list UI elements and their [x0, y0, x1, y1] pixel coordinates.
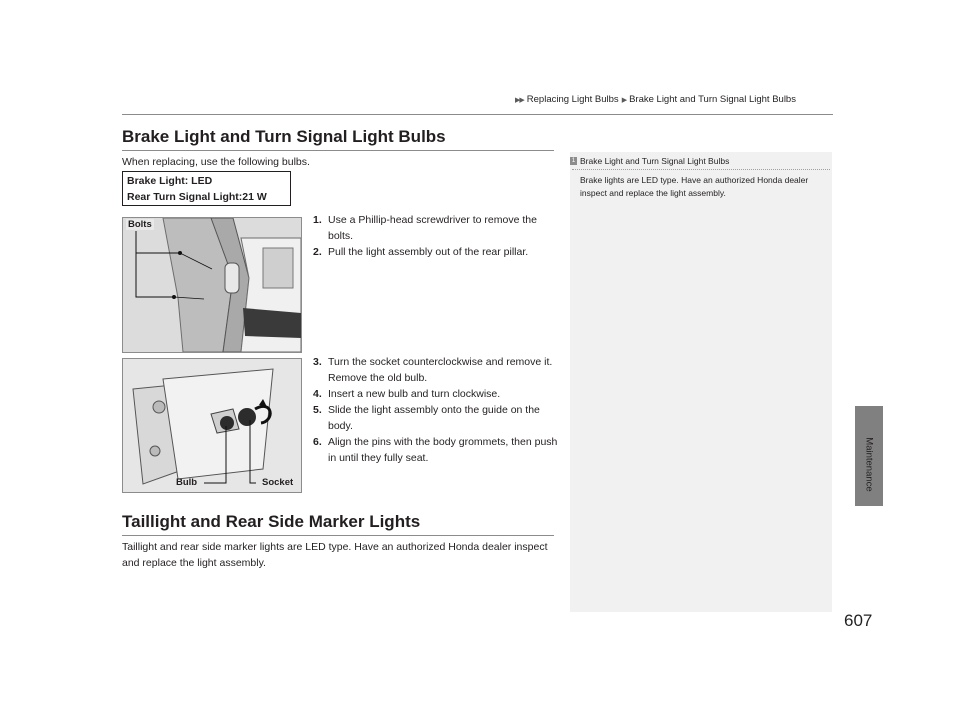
step-item [313, 434, 558, 466]
section2-title: Taillight and Rear Side Marker Lights [122, 512, 421, 531]
section2-body: Taillight and rear side marker lights are LED type. Have an authorized Honda dealer inspect and replace the light assembly. [122, 541, 548, 569]
bolts-callout-lines [122, 217, 302, 353]
breadcrumb-arrow-icon: ▶ [621, 96, 627, 104]
page-number: 607 [844, 611, 873, 630]
note-body: Brake lights are LED type. Have an authorized Honda dealer inspect and replace the light assembly. [580, 175, 809, 198]
step-text: Insert a new bulb and turn clockwise. [328, 388, 501, 400]
chapter-tab-label-wrap [846, 414, 892, 514]
step-item [313, 244, 558, 260]
socket-bulb-callout-lines [122, 358, 302, 493]
header-divider [122, 114, 833, 115]
step-number: 5. [313, 404, 322, 416]
chapter-tab-label: Maintenance [863, 436, 875, 492]
note-marker-icon: 1 [571, 158, 576, 164]
spec-brake-light: Brake Light: LED [127, 175, 213, 187]
steps-group-2 [313, 354, 558, 466]
step-item [313, 212, 558, 244]
section-title-divider [122, 150, 554, 151]
section2-title-divider [122, 535, 554, 536]
section-title: Brake Light and Turn Signal Light Bulbs [122, 127, 446, 146]
figure-label-socket: Socket [262, 477, 294, 488]
step-item [313, 354, 558, 386]
figure-label-bulb: Bulb [176, 477, 198, 488]
step-text: Use a Phillip-head screwdriver to remove the bolts. [328, 214, 537, 242]
bulb-spec-box [122, 171, 291, 206]
step-number: 3. [313, 356, 322, 368]
intro-text: When replacing, use the following bulbs. [122, 156, 310, 168]
note-panel [570, 152, 832, 612]
breadcrumb [515, 94, 796, 105]
step-text: Slide the light assembly onto the guide on the body. [328, 404, 540, 432]
spec-turn-signal: Rear Turn Signal Light:21 W [127, 191, 267, 203]
note-header [570, 156, 729, 166]
breadcrumb-level2[interactable]: Brake Light and Turn Signal Light Bulbs [629, 94, 796, 105]
step-text: Align the pins with the body grommets, then push in until they fully seat. [328, 436, 558, 464]
steps-group-1 [313, 212, 558, 260]
step-item [313, 402, 558, 434]
note-title[interactable]: Brake Light and Turn Signal Light Bulbs [580, 156, 730, 166]
step-number: 6. [313, 436, 322, 448]
step-text: Pull the light assembly out of the rear pillar. [328, 246, 529, 258]
figure-label-bolts: Bolts [128, 219, 152, 230]
breadcrumb-arrow-icon: ▶▶ [515, 96, 524, 104]
step-number: 2. [313, 246, 322, 258]
step-text: Turn the socket counterclockwise and remove it. Remove the old bulb. [328, 356, 553, 384]
step-number: 4. [313, 388, 322, 400]
step-item [313, 386, 558, 402]
step-number: 1. [313, 214, 322, 226]
breadcrumb-level1[interactable]: Replacing Light Bulbs [526, 94, 619, 105]
note-divider [572, 169, 830, 170]
